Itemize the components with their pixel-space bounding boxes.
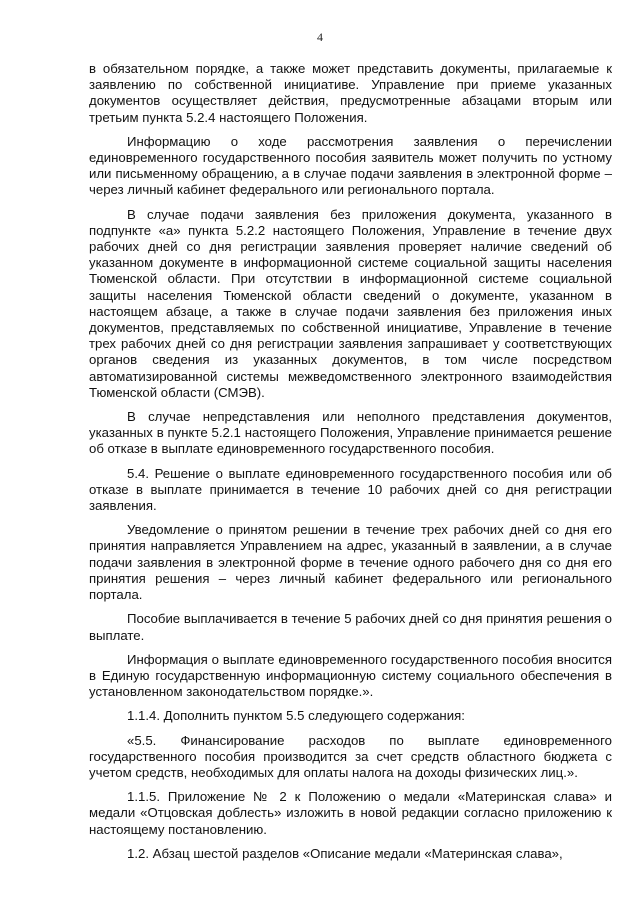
- paragraph-clause-1-1-4: 1.1.4. Дополнить пунктом 5.5 следующего содержания:: [127, 708, 465, 724]
- paragraph-clause-1-1-5: 1.1.5. Приложение № 2 к Положению о медали «Материнская слава» и медали «Отцовская доблесть» изложить в новой редакции согласно приложению к настоящему постановлению.: [89, 789, 612, 837]
- paragraph-payment-term: Пособие выплачивается в течение 5 рабочих дней со дня принятия решения о выплате.: [89, 611, 612, 643]
- paragraph-clause-1-2: 1.2. Абзац шестой разделов «Описание медали «Материнская слава»,: [127, 845, 563, 861]
- paragraph-clause-5-4: 5.4. Решение о выплате единовременного государственного пособия или об отказе в выплате принимается в течение 10 рабочих дней со дня регистрации заявления.: [89, 465, 612, 514]
- document-body: [89, 61, 612, 870]
- paragraph-refusal-decision: В случае непредставления или неполного представления документов, указанных в пункте 5.2.1 настоящего Положения, Управление принимается решение об отказе в выплате единовременного государственного пособия.: [89, 409, 612, 457]
- page-number: 4: [317, 30, 323, 44]
- paragraph-continuation: в обязательном порядке, а также может представить документы, прилагаемые к заявлению по собственной инициативе. Управление при приеме указанных документов осуществляет действия, предусмотренные абзацами вторым или третьим пункта 5.2.4 настоящего Положения.: [89, 61, 612, 125]
- paragraph-missing-document-check: В случае подачи заявления без приложения документа, указанного в подпункте «а» пункта 5.2.2 настоящего Положения, Управление в течение двух рабочих дней со дня регистрации заявления проверяет наличие сведений об указанном документе в информационной системе социальной защиты населения Тюменской области. При отсутствии в информационной системе социальной защиты населения Тюменской области сведений о документе, указанном в настоящем абзаце, а также в случае подачи заявления без приложения иных документов, представляемых по собственной инициативе, Управление в течение трех рабочих дней со дня регистрации заявления запрашивает у соответствующих органов сведения из указанных документов, в том числе посредством автоматизированной системы межведомственного электронного взаимодействия Тюменской области (СМЭВ).: [89, 206, 612, 400]
- paragraph-clause-5-5: «5.5. Финансирование расходов по выплате единовременного государственного пособия производится за счет средств областного бюджета с учетом средств, необходимых для оплаты налога на доходы физических лиц.».: [89, 732, 612, 780]
- paragraph-egisso-info: Информация о выплате единовременного государственного пособия вносится в Единую государственную информационную систему социального обеспечения в установленном законодательством порядке.».: [89, 651, 612, 700]
- paragraph-application-status-info: Информацию о ходе рассмотрения заявления о перечислении единовременного государственного пособия заявитель может получить по устному или письменному обращению, а в случае подачи заявления в электронной форме – через личный кабинет федерального или регионального портала.: [89, 133, 612, 198]
- paragraph-decision-notification: Уведомление о принятом решении в течение трех рабочих дней со дня его принятия направляется Управлением на адрес, указанный в заявлении, а в случае подачи заявления в электронной форме в течение одного рабочего дня со дня его принятия решения – через личный кабинет федерального или регионального портала.: [89, 522, 612, 603]
